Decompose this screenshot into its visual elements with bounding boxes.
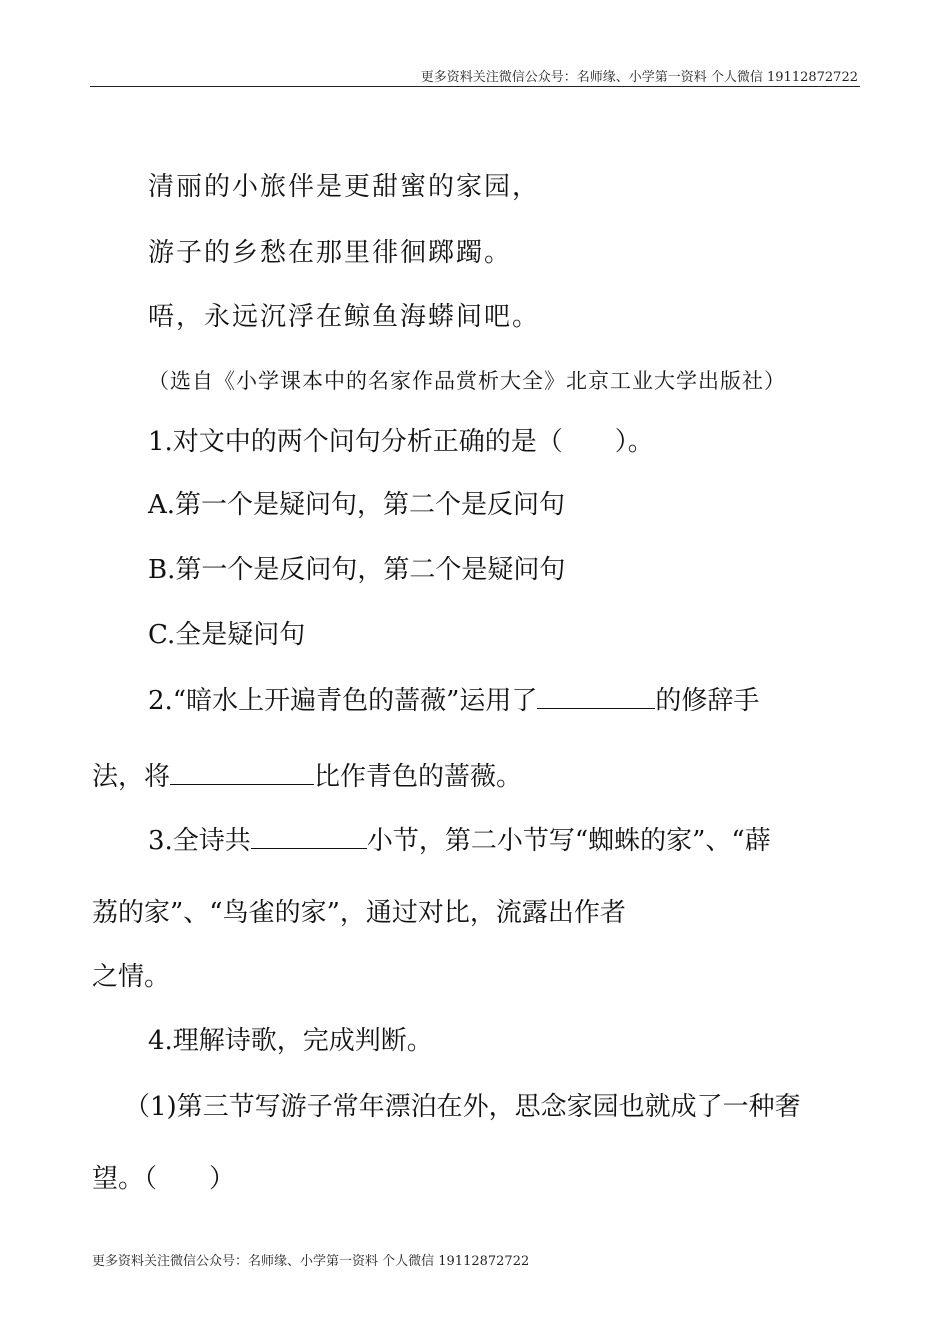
q3-line-1: [148, 824, 771, 856]
poem-line-1: 清丽的小旅伴是更甜蜜的家园，: [148, 172, 541, 202]
q2-text-3: 法，将: [92, 762, 171, 792]
poem-line-2: 游子的乡愁在那里徘徊踯躅。: [148, 238, 513, 268]
q2-line-2: [92, 760, 522, 792]
q3-text-1: 3.全诗共: [148, 826, 251, 856]
q1-stem: 1.对文中的两个问句分析正确的是（ ）。: [148, 427, 654, 457]
q4-sub1-line-2: 望。（ ）: [92, 1164, 236, 1194]
q3-blank-1[interactable]: [251, 824, 367, 849]
page-footer: 更多资料关注微信公众号：名师缘、小学第一资料 个人微信 19112872722: [92, 1254, 530, 1269]
q2-blank-1[interactable]: [537, 684, 655, 709]
page-header: 更多资料关注微信公众号：名师缘、小学第一资料 个人微信 19112872722: [420, 70, 858, 85]
q3-line-3: 之情。: [92, 962, 171, 992]
q1-option-b: B.第一个是反问句，第二个是疑问句: [148, 555, 566, 585]
q2-blank-2[interactable]: [170, 760, 314, 785]
q2-text-2: 的修辞手: [655, 686, 760, 716]
poem-line-3: 唔，永远沉浮在鲸鱼海蟒间吧。: [148, 302, 541, 332]
poem-source: （选自《小学课本中的名家作品赏析大全》北京工业大学出版社）: [148, 369, 786, 393]
q4-sub1-line-1: （1)第三节写游子常年漂泊在外，思念家园也就成了一种奢: [124, 1092, 801, 1122]
header-rule: [90, 86, 860, 87]
q2-line-1: [148, 684, 759, 716]
q2-text-1: 2.“暗水上开遍青色的蔷薇”运用了: [148, 686, 538, 716]
q1-option-a: A.第一个是疑问句，第二个是反问句: [148, 490, 566, 520]
q1-option-c: C.全是疑问句: [148, 620, 306, 650]
q4-stem: 4.理解诗歌，完成判断。: [148, 1026, 433, 1056]
q3-text-2: 小节，第二小节写“蜘蛛的家”、“薜: [366, 826, 771, 856]
q2-text-4: 比作青色的蔷薇。: [314, 762, 523, 792]
q3-line-2: 荔的家”、“鸟雀的家”，通过对比，流露出作者: [92, 898, 626, 928]
